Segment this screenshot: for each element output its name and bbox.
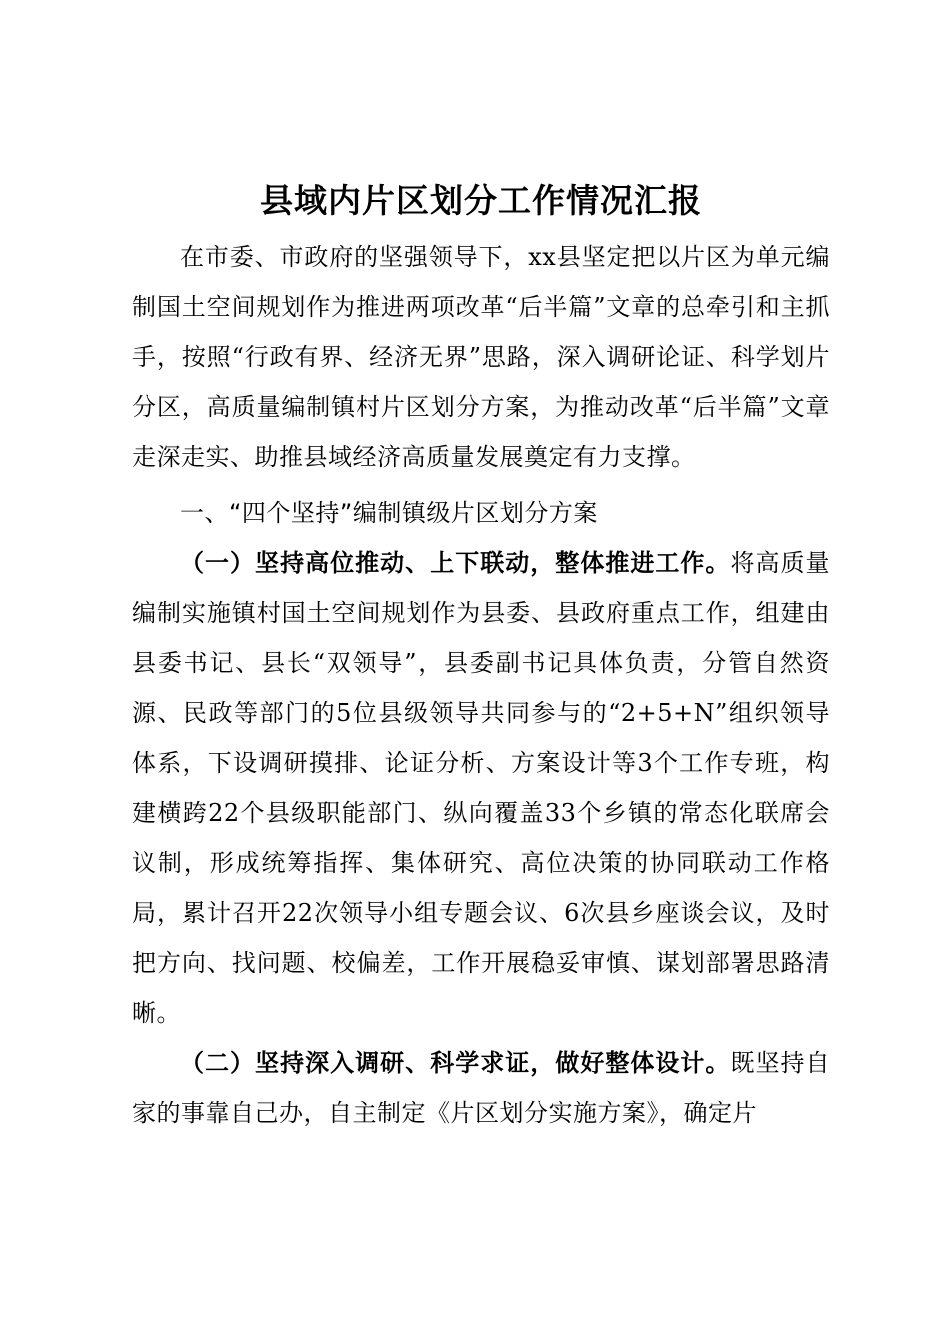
document-page <box>132 170 830 1138</box>
item-2-paragraph <box>132 1038 830 1138</box>
item-2-title: （二）坚持深入调研、科学求证，做好整体设计。 <box>180 1048 731 1077</box>
item-2-body: 既坚持自家的事靠自己办，自主制定《片区划分实施方案》，确定片 <box>132 1049 831 1127</box>
item-1-paragraph <box>132 538 830 1038</box>
item-1-body: 将高质量编制实施镇村国土空间规划作为县委、县政府重点工作，组建由县委书记、县长“双领导”，县委副书记具体负责，分管自然资源、民政等部门的5位县级领导共同参与的“2+5+N”组织领导体系，下设调研摸排、论证分析、方案设计等3个工作专班，构建横跨22个县级职能部门、纵向覆盖33个乡镇的常态化联席会议制，形成统筹指挥、集体研究、高位决策的协同联动工作格局，累计召开22次领导小组专题会议、6次县乡座谈会议，及时把方向、找问题、校偏差，工作开展稳妥审慎、谋划部署思路清晰。 <box>132 549 831 1027</box>
section-heading-1: 一、“四个坚持”编制镇级片区划分方案 <box>180 499 598 527</box>
document-title: 县域内片区划分工作情况汇报 <box>260 181 702 220</box>
intro-paragraph: 在市委、市政府的坚强领导下，xx县坚定把以片区为单元编制国土空间规划作为推进两项改革“后半篇”文章的总牵引和主抓手，按照“行政有界、经济无界”思路，深入调研论证、科学划片分区，高质量编制镇村片区划分方案，为推动改革“后半篇”文章走深走实、助推县域经济高质量发展奠定有力支撑。 <box>132 243 830 471</box>
item-1-title: （一）坚持高位推动、上下联动，整体推进工作。 <box>180 548 731 577</box>
